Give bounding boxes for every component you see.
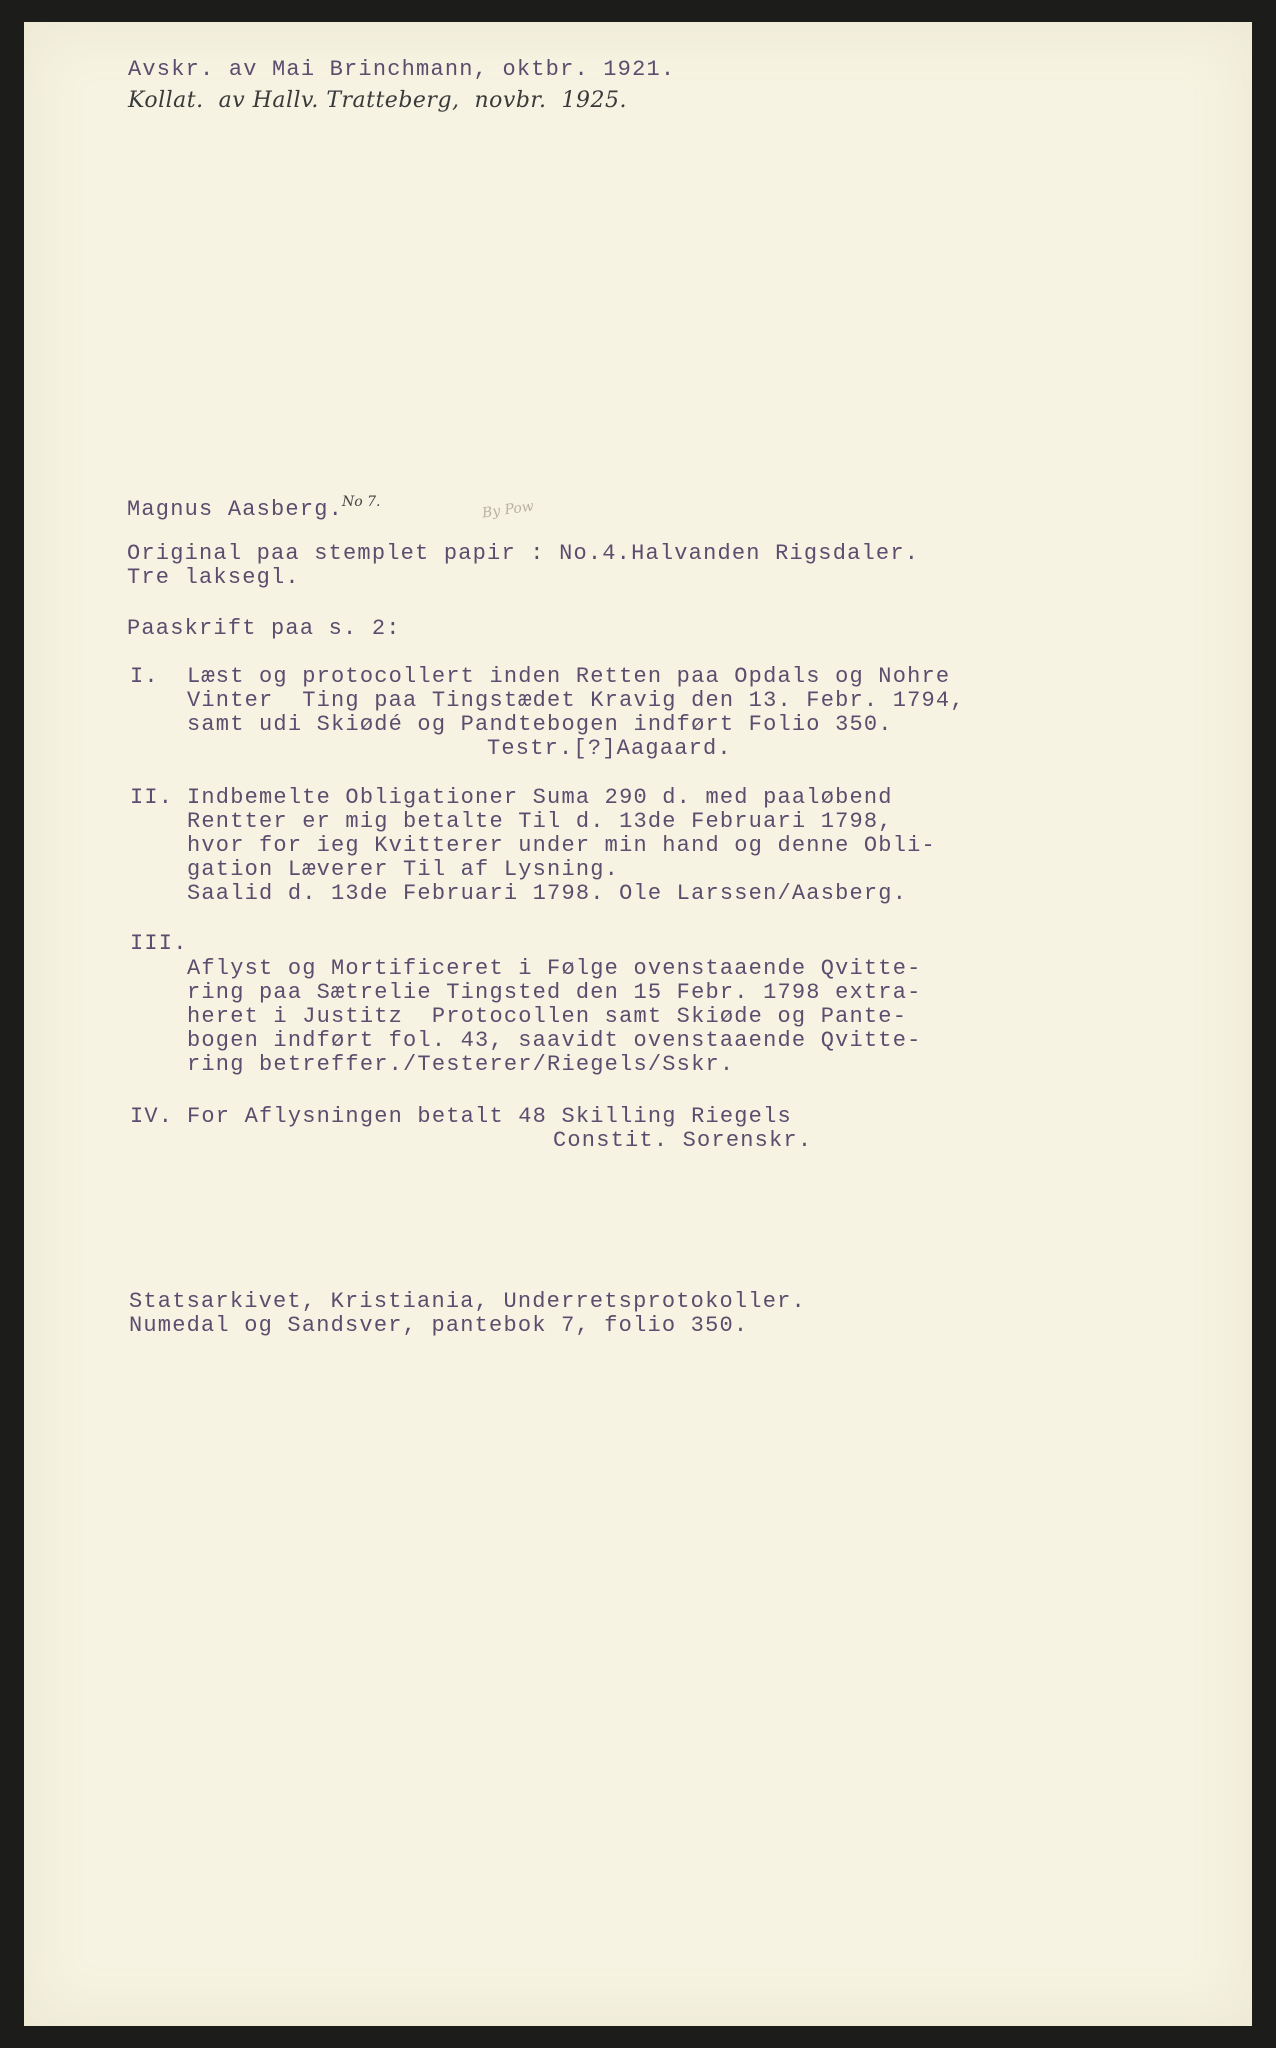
section-iv-numeral: IV. — [130, 1104, 174, 1129]
section-i-numeral: I. — [130, 664, 159, 689]
section-iv-signature: Constit. Sorenskr. — [553, 1128, 813, 1153]
section-i-line: Læst og protocollert inden Retten paa Opdals og Nohre — [187, 664, 951, 689]
title-annotation: No 7. — [342, 494, 381, 510]
archive-line: Statsarkivet, Kristiania, Underretsprotokoller. — [129, 1289, 806, 1314]
archive-line: Numedal og Sandsver, pantebok 7, folio 350. — [129, 1313, 749, 1338]
section-i-signature: Testr.[?]Aagaard. — [487, 736, 732, 761]
section-iii-line: Aflyst og Mortificeret i Følge ovenstaaende Qvitte- — [187, 956, 922, 981]
section-ii-line: hvor for ieg Kvitterer under min hand og denne Obli- — [187, 833, 936, 858]
section-iii-line: ring paa Sætrelie Tingsted den 15 Febr. 1798 extra- — [187, 980, 922, 1005]
section-ii-signature: Saalid d. 13de Februari 1798. Ole Larssen/Aasberg. — [187, 881, 908, 906]
section-ii-line: Indbemelte Obligationer Suma 290 d. med paaløbend — [187, 785, 893, 810]
faint-annotation: By Pow — [481, 498, 535, 522]
section-ii-numeral: II. — [130, 785, 174, 810]
section-iii-line: bogen indført fol. 43, saavidt ovenstaaende Qvitte- — [187, 1028, 922, 1053]
document-title: Magnus Aasberg. — [127, 497, 344, 522]
section-iv-line: For Aflysningen betalt 48 Skilling Riegels — [187, 1104, 792, 1129]
section-iii-line: heret i Justitz Protocollen samt Skiøde og Pante- — [187, 1004, 908, 1029]
section-iii-signature: ring betreffer./Testerer/Riegels/Sskr. — [187, 1052, 735, 1077]
section-iii-numeral: III. — [130, 931, 188, 956]
original-line: Original paa stemplet papir : No.4.Halvanden Rigsdaler. — [127, 541, 920, 566]
section-i-line: Vinter Ting paa Tingstædet Kravig den 13. Febr. 1794, — [187, 688, 965, 713]
collation-credit-handwritten: Kollat. av Hallv. Tratteberg, novbr. 1925. — [128, 88, 627, 113]
archive-source — [129, 1290, 806, 1338]
section-i-line: samt udi Skiødé og Pandtebogen indført Folio 350. — [187, 712, 893, 737]
section-iv — [187, 1105, 812, 1153]
paaskrift-heading: Paaskrift paa s. 2: — [127, 616, 401, 641]
section-i — [187, 665, 965, 761]
section-ii-line: gation Læverer Til af Lysning. — [187, 857, 620, 882]
section-ii — [187, 786, 936, 906]
document-page — [24, 22, 1252, 2026]
section-ii-line: Rentter er mig betalte Til d. 13de Februari 1798, — [187, 809, 893, 834]
section-iii — [187, 957, 922, 1077]
transcription-credit: Avskr. av Mai Brinchmann, oktbr. 1921. — [128, 57, 676, 82]
original-line: Tre laksegl. — [127, 565, 300, 590]
original-description — [127, 542, 919, 590]
